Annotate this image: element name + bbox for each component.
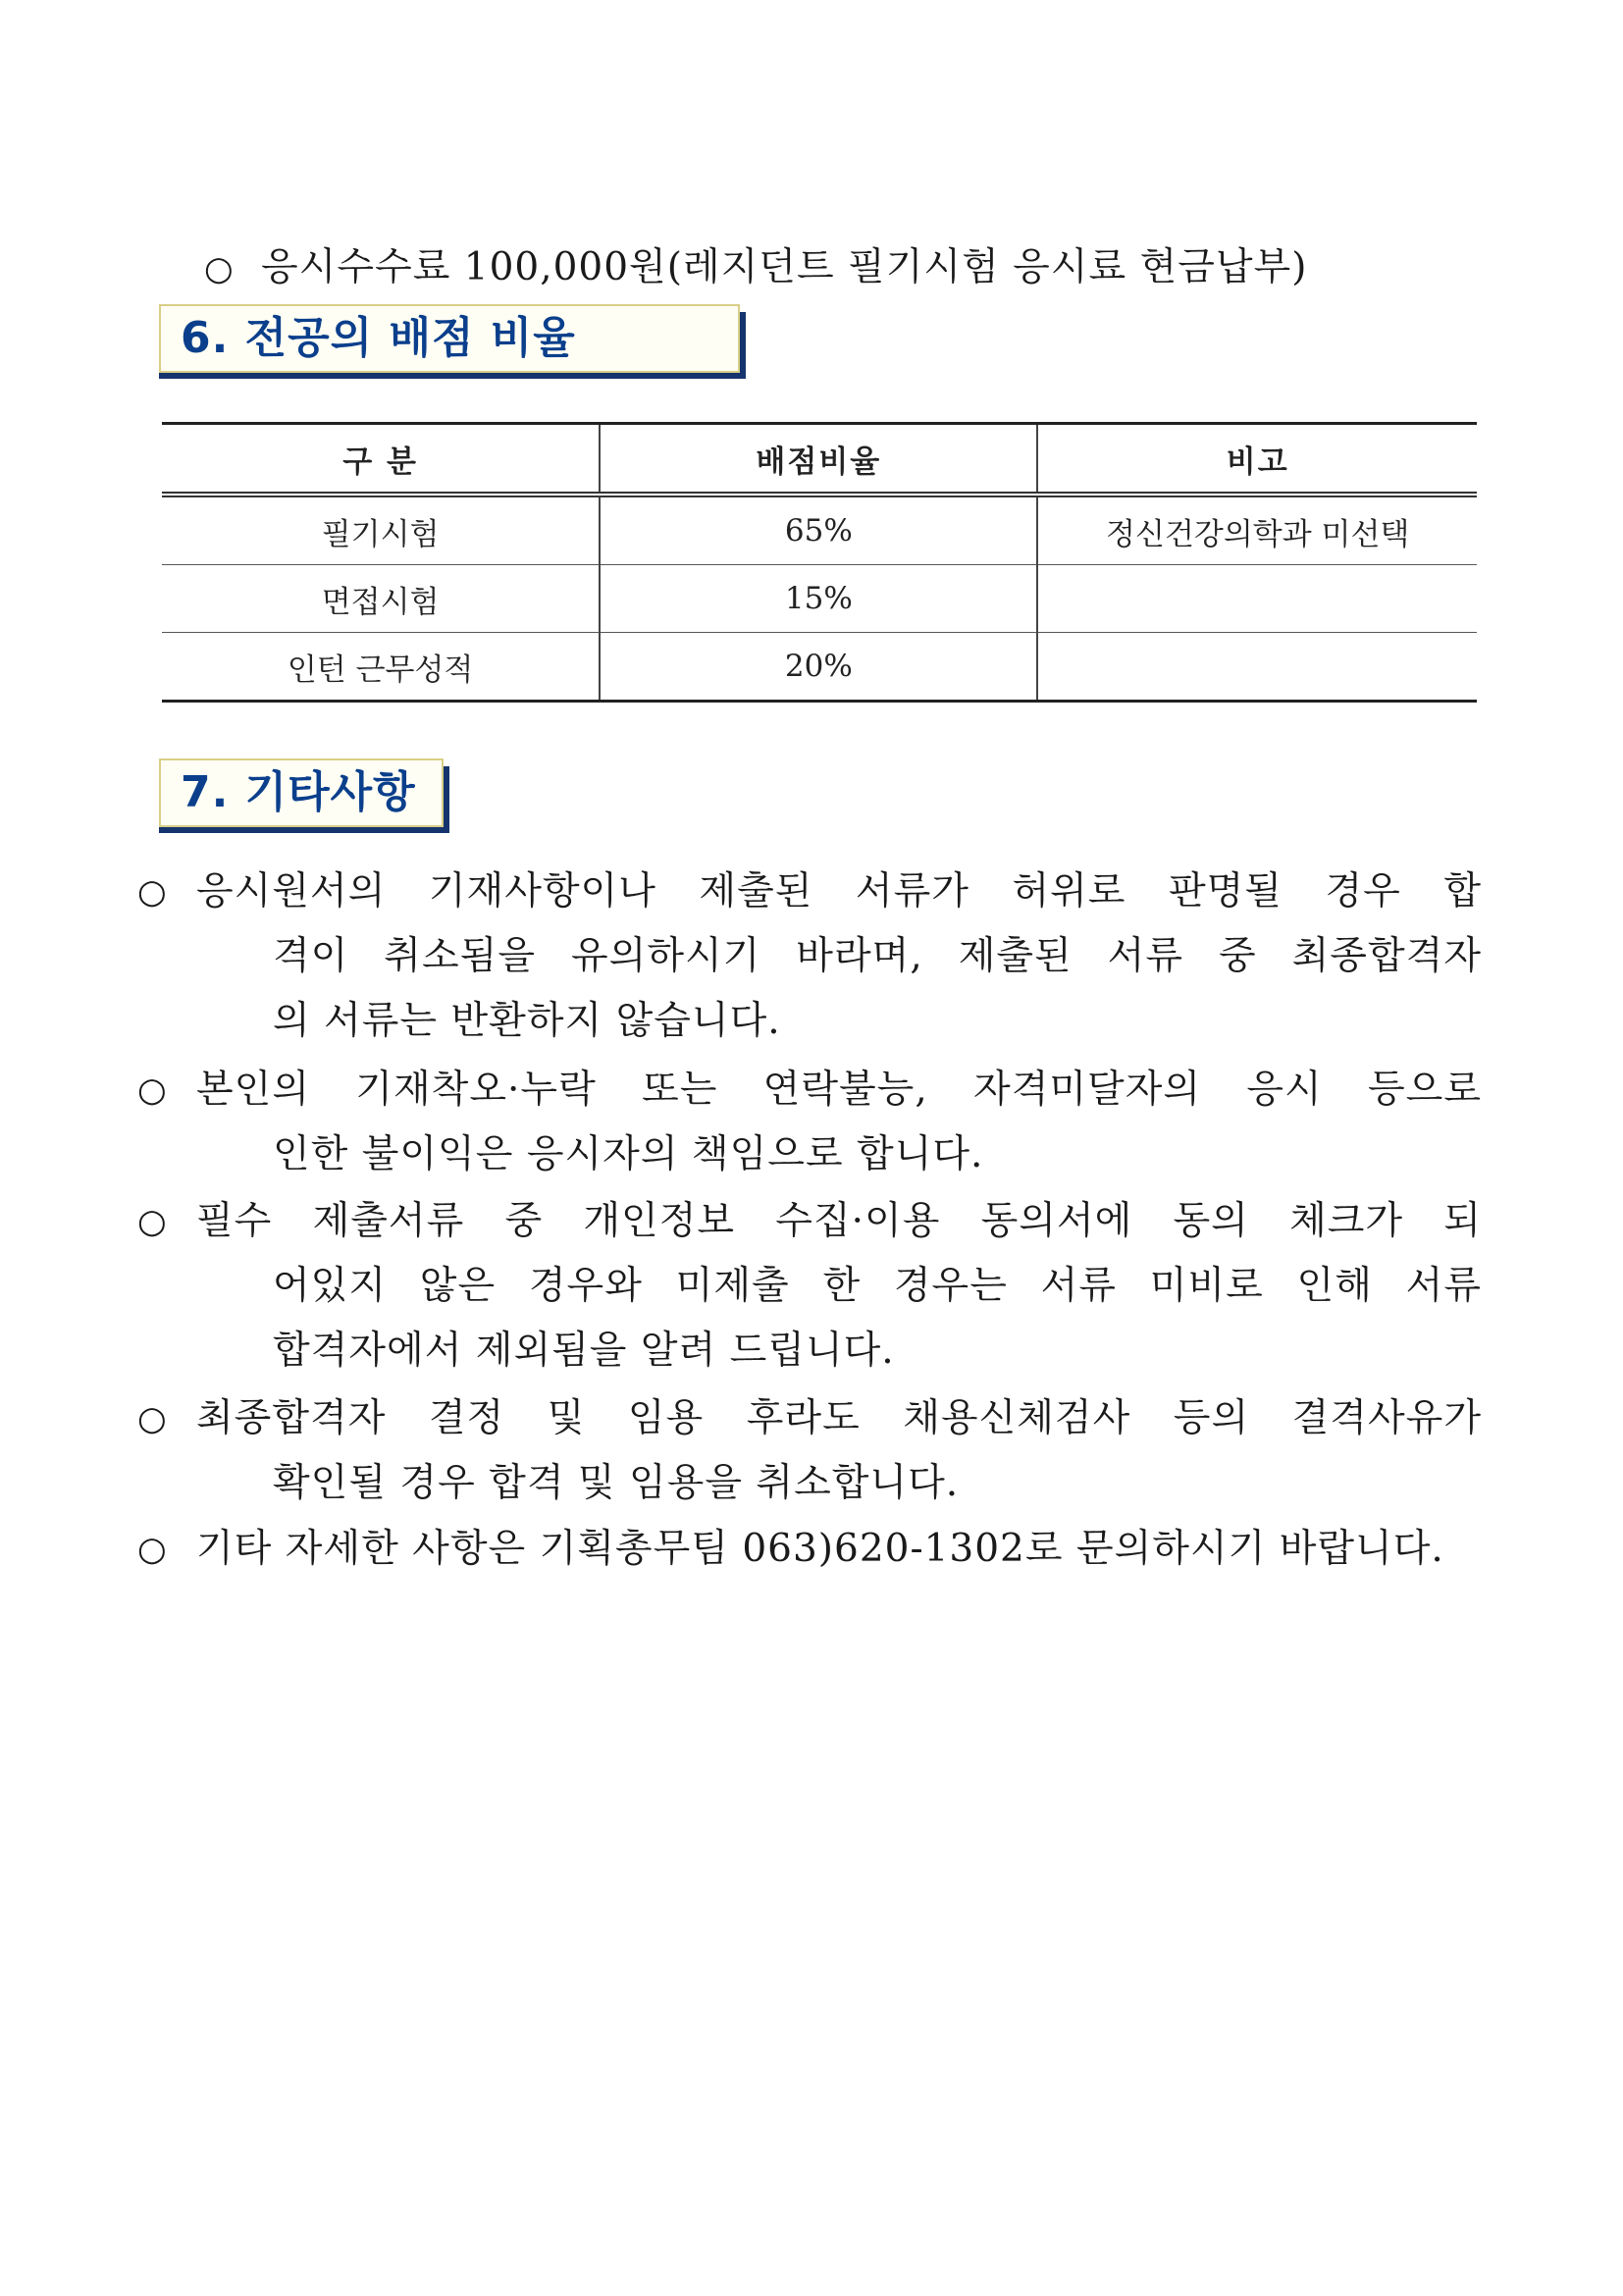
table-cell: 정신건강의학과 미선택	[1037, 495, 1477, 565]
section-heading-7	[159, 758, 444, 827]
bullet-circle-icon: ○	[137, 1202, 167, 1241]
table-row	[162, 633, 1477, 702]
table-cell: 면접시험	[162, 565, 600, 633]
notice-line: 합격자에서 제외됨을 알려 드립니다.	[273, 1329, 895, 1373]
header-remark: 비고	[1037, 424, 1477, 496]
fee-text: 응시수수료 100,000원(레지던트 필기시험 응시료 현금납부)	[261, 245, 1308, 289]
notice-item-5	[137, 1517, 1482, 1582]
notice-line: 기타 자세한 사항은 기획총무팀 063)620-1302로 문의하시기 바랍니다.	[196, 1527, 1444, 1571]
notice-line: 의 서류는 반환하지 않습니다.	[273, 999, 781, 1043]
score-ratio-table	[162, 422, 1477, 703]
bullet-circle-icon: ○	[137, 1530, 167, 1569]
table-cell: 인턴 근무성적	[162, 633, 600, 702]
notice-line: 격이 취소됨을 유의하시기 바라며, 제출된 서류 중 최종합격자	[273, 934, 1482, 978]
notice-line: 어있지 않은 경우와 미제출 한 경우는 서류 미비로 인해 서류	[273, 1264, 1482, 1308]
notice-line: 응시원서의 기재사항이나 제출된 서류가 허위로 판명될 경우 합	[196, 869, 1482, 913]
table-cell: 65%	[600, 495, 1037, 565]
header-ratio: 배점비율	[600, 424, 1037, 496]
header-category: 구 분	[162, 424, 600, 496]
section-7-title: 7. 기타사항	[181, 767, 416, 817]
notice-item-2	[137, 1058, 1482, 1187]
table-cell: 15%	[600, 565, 1037, 633]
section-6-title: 6. 전공의 배점 비율	[181, 313, 576, 363]
notice-line: 확인될 경우 합격 및 임용을 취소합니다.	[273, 1461, 960, 1505]
bullet-circle-icon: ○	[137, 872, 167, 912]
bullet-circle-icon: ○	[204, 249, 235, 288]
notice-line: 최종합격자 결정 및 임용 후라도 채용신체검사 등의 결격사유가	[196, 1396, 1482, 1440]
fee-line	[204, 235, 1307, 301]
table-cell	[1037, 633, 1477, 702]
notice-item-4	[137, 1386, 1482, 1516]
table-cell: 20%	[600, 633, 1037, 702]
section-heading-6	[159, 304, 740, 373]
table-header-row	[162, 424, 1477, 496]
notice-line: 본인의 기재착오·누락 또는 연락불능, 자격미달자의 응시 등으로	[196, 1068, 1482, 1112]
table-row	[162, 565, 1477, 633]
notice-line: 인한 불이익은 응시자의 책임으로 합니다.	[273, 1132, 984, 1176]
table-cell: 필기시험	[162, 495, 600, 565]
table-cell	[1037, 565, 1477, 633]
notice-item-1	[137, 860, 1482, 1054]
notice-line: 필수 제출서류 중 개인정보 수집·이용 동의서에 동의 체크가 되	[196, 1199, 1482, 1243]
bullet-circle-icon: ○	[137, 1070, 167, 1110]
table-row	[162, 495, 1477, 565]
bullet-circle-icon: ○	[137, 1399, 167, 1438]
notice-item-3	[137, 1189, 1482, 1383]
